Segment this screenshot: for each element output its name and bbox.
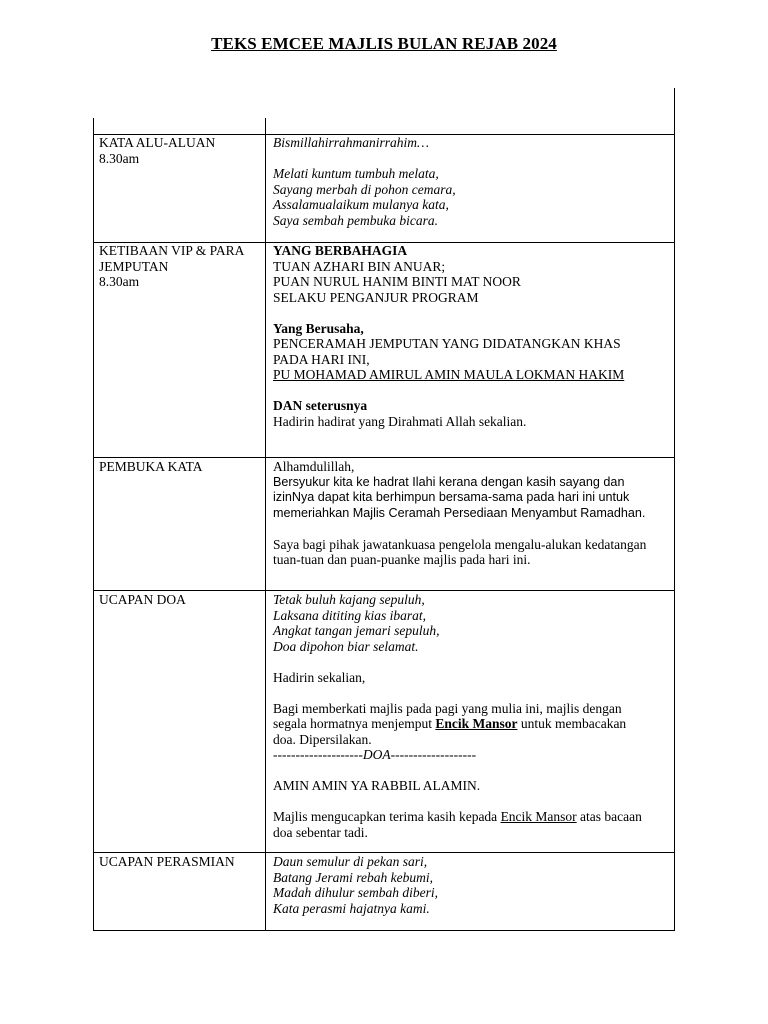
opening-line: Bismillahirrahmanirrahim… xyxy=(273,135,430,150)
pantun-line: Laksana dititing kias ibarat, xyxy=(273,607,427,623)
doa-divider xyxy=(273,747,671,763)
row-time: 8.30am xyxy=(99,150,140,166)
pantun-line: Melati kuntum tumbuh melata, xyxy=(273,166,439,181)
divider-dashes: -------------------- xyxy=(273,747,363,762)
doa-thanks-text: atas bacaan xyxy=(576,809,642,824)
pantun-line: Doa dipohon biar selamat. xyxy=(273,638,419,654)
vip-name-line: SELAKU PENGANJUR PROGRAM xyxy=(273,289,479,305)
pembuka-para-line: Saya bagi pihak jawatankuasa pengelola mengalu-alukan kedatangan xyxy=(273,536,647,552)
vip-heading: DAN seterusnya xyxy=(273,398,368,413)
vip-closing: Hadirin hadirat yang Dirahmati Allah sekalian. xyxy=(273,413,527,429)
doa-reader-name: Encik Mansor xyxy=(435,716,518,731)
row-label: PEMBUKA KATA xyxy=(99,459,203,474)
vip-name-line: PADA HARI INI, xyxy=(273,351,370,367)
pantun-line: Saya sembah pembuka bicara. xyxy=(273,212,438,228)
row-alu-content-cell xyxy=(273,135,671,228)
pembuka-opening: Alhamdulillah, xyxy=(273,459,355,474)
row-perasmian-content-cell xyxy=(273,854,671,916)
row-pembuka-content-cell xyxy=(273,459,671,568)
pantun-line: Kata perasmi hajatnya kami. xyxy=(273,900,430,916)
row-time: 8.30am xyxy=(99,274,140,289)
vip-name-line: PUAN NURUL HANIM BINTI MAT NOOR xyxy=(273,274,521,289)
row-alu-label-cell xyxy=(99,135,259,166)
doa-greeting: Hadirin sekalian, xyxy=(273,669,366,685)
pantun-line: Madah dihulur sembah diberi, xyxy=(273,885,438,900)
pantun-line: Daun semulur di pekan sari, xyxy=(273,854,428,869)
row-label: UCAPAN PERASMIAN xyxy=(99,854,235,869)
row-doa-label-cell xyxy=(99,592,259,608)
doa-thanks-line: doa sebentar tadi. xyxy=(273,824,368,840)
row-vip-content-cell xyxy=(273,243,671,429)
vip-name-line: TUAN AZHARI BIN ANUAR; xyxy=(273,258,446,274)
doa-amin: AMIN AMIN YA RABBIL ALAMIN. xyxy=(273,778,481,793)
row-label: UCAPAN DOA xyxy=(99,592,186,607)
doa-invite-line: Bagi memberkati majlis pada pagi yang mulia ini, majlis dengan xyxy=(273,700,622,716)
row-label: JEMPUTAN xyxy=(99,258,169,274)
vip-name-line: PENCERAMAH JEMPUTAN YANG DIDATANGKAN KHAS xyxy=(273,336,621,351)
doa-thanks-text: Majlis mengucapkan terima kasih kepada xyxy=(273,809,501,824)
pembuka-para-line: memeriahkan Majlis Ceramah Persediaan Menyambut Ramadhan. xyxy=(273,505,646,520)
doa-invite-line xyxy=(273,716,671,732)
doa-thanks-line xyxy=(273,809,671,825)
row-vip-label-cell xyxy=(99,243,259,290)
pantun-line: Tetak buluh kajang sepuluh, xyxy=(273,592,425,607)
divider-word: DOA xyxy=(362,747,391,762)
doa-invite-text: untuk membacakan xyxy=(517,716,627,731)
document-title: TEKS EMCEE MAJLIS BULAN REJAB 2024 xyxy=(211,34,557,53)
speaker-name: PU MOHAMAD AMIRUL AMIN MAULA LOKMAN HAKIM xyxy=(273,367,625,382)
pantun-line: Sayang merbah di pohon cemara, xyxy=(273,181,456,197)
pantun-line: Angkat tangan jemari sepuluh, xyxy=(273,623,440,638)
pantun-line: Batang Jerami rebah kebumi, xyxy=(273,869,433,885)
doa-invite-text: segala hormatnya menjemput xyxy=(273,716,436,731)
doa-reader-name: Encik Mansor xyxy=(500,809,577,824)
pantun-line: Assalamualaikum mulanya kata, xyxy=(273,197,449,212)
vip-heading: Yang Berusaha, xyxy=(273,320,364,336)
vip-heading: YANG BERBAHAGIA xyxy=(273,243,408,258)
row-label: KATA ALU-ALUAN xyxy=(99,135,216,150)
divider-dashes: ------------------- xyxy=(390,747,477,762)
pembuka-para-line: tuan-tuan dan puan-puanke majlis pada hari ini. xyxy=(273,552,531,567)
row-label: KETIBAAN VIP & PARA xyxy=(99,243,245,258)
doa-invite-line: doa. Dipersilakan. xyxy=(273,731,372,747)
row-perasmian-label-cell xyxy=(99,854,259,870)
row-doa-content-cell xyxy=(273,592,671,840)
row-pembuka-label-cell xyxy=(99,459,259,475)
pembuka-para-line: Bersyukur kita ke hadrat Ilahi kerana dengan kasih sayang dan xyxy=(273,474,625,489)
pembuka-para-line: izinNya dapat kita berhimpun bersama-sama pada hari ini untuk xyxy=(273,490,630,504)
